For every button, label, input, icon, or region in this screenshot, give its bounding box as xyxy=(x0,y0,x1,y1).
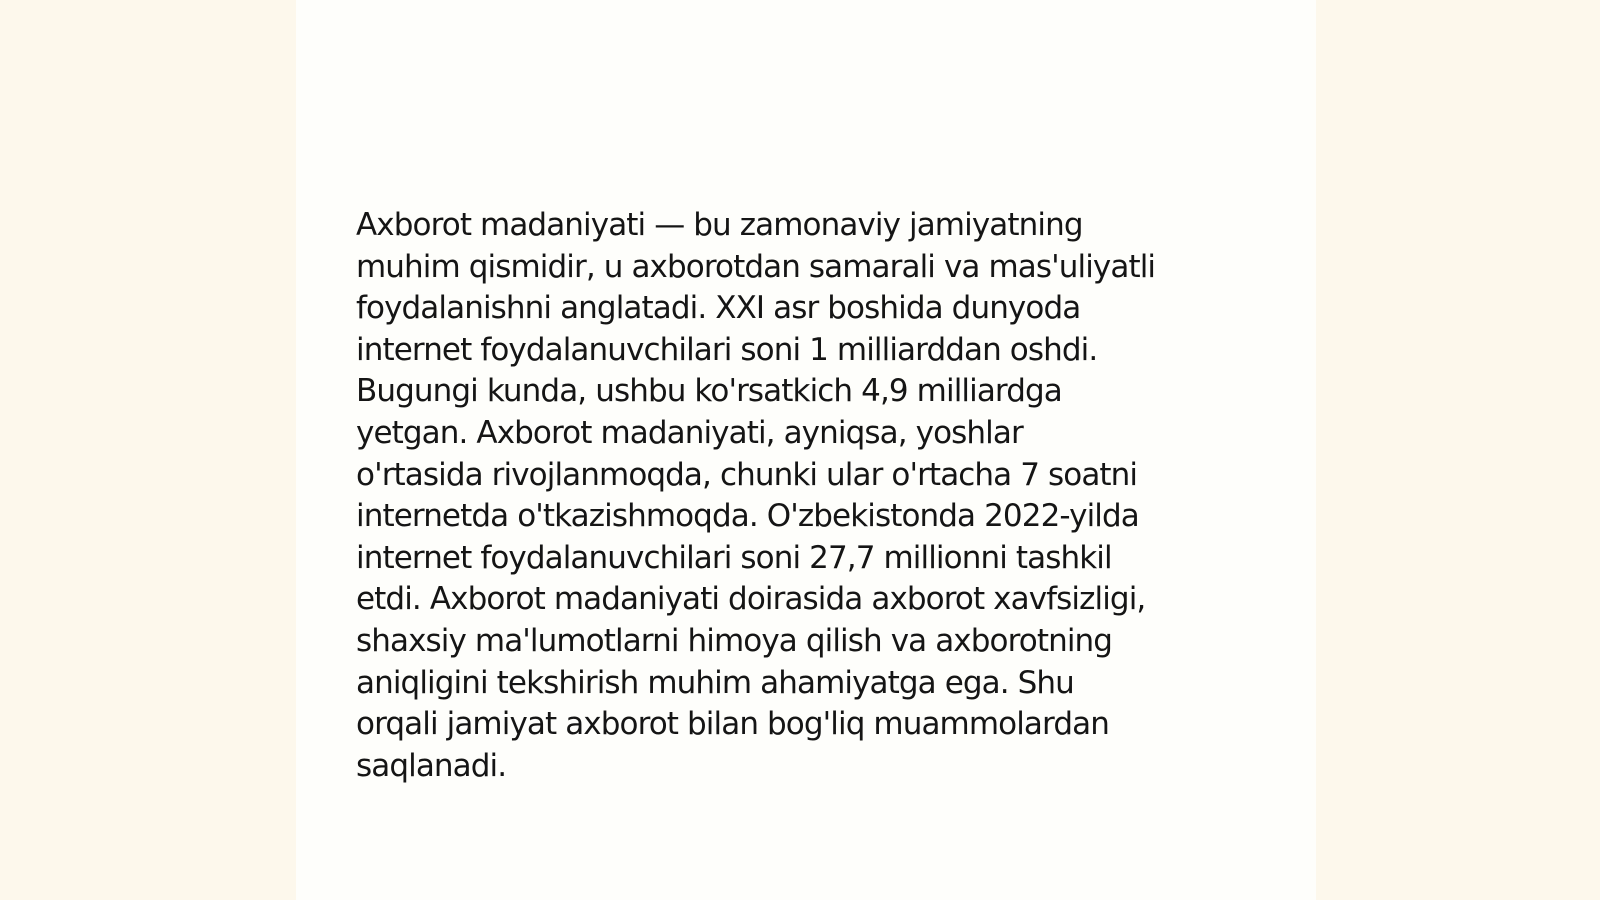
body-line: internet foydalanuvchilari soni 27,7 millionni tashkil xyxy=(356,539,1112,576)
body-line: foydalanishni anglatadi. XXI asr boshida dunyoda xyxy=(356,290,1081,327)
body-line: o'rtasida rivojlanmoqda, chunki ular o'rtacha 7 soatni xyxy=(356,456,1138,493)
body-line: internetda o'tkazishmoqda. O'zbekistonda 2022-yilda xyxy=(356,498,1139,535)
body-line: shaxsiy ma'lumotlarni himoya qilish va axborotning xyxy=(356,622,1113,659)
body-line: Axborot madaniyati — bu zamonaviy jamiyatning xyxy=(356,207,1083,243)
body-line: saqlanadi. xyxy=(356,747,507,784)
body-line: Bugungi kunda, ushbu ko'rsatkich 4,9 milliardga xyxy=(356,373,1062,410)
body-line: aniqligini tekshirish muhim ahamiyatga ega. Shu xyxy=(356,664,1074,701)
slide-body-text xyxy=(356,205,1256,787)
slide-card xyxy=(296,0,1316,900)
body-line: orqali jamiyat axborot bilan bog'liq muammolardan xyxy=(356,706,1109,743)
body-line: muhim qismidir, u axborotdan samarali va mas'uliyatli xyxy=(356,248,1156,285)
body-line: internet foydalanuvchilari soni 1 milliarddan oshdi. xyxy=(356,331,1098,368)
body-line: yetgan. Axborot madaniyati, ayniqsa, yoshlar xyxy=(356,414,1023,451)
body-line: etdi. Axborot madaniyati doirasida axborot xavfsizligi, xyxy=(356,581,1146,618)
